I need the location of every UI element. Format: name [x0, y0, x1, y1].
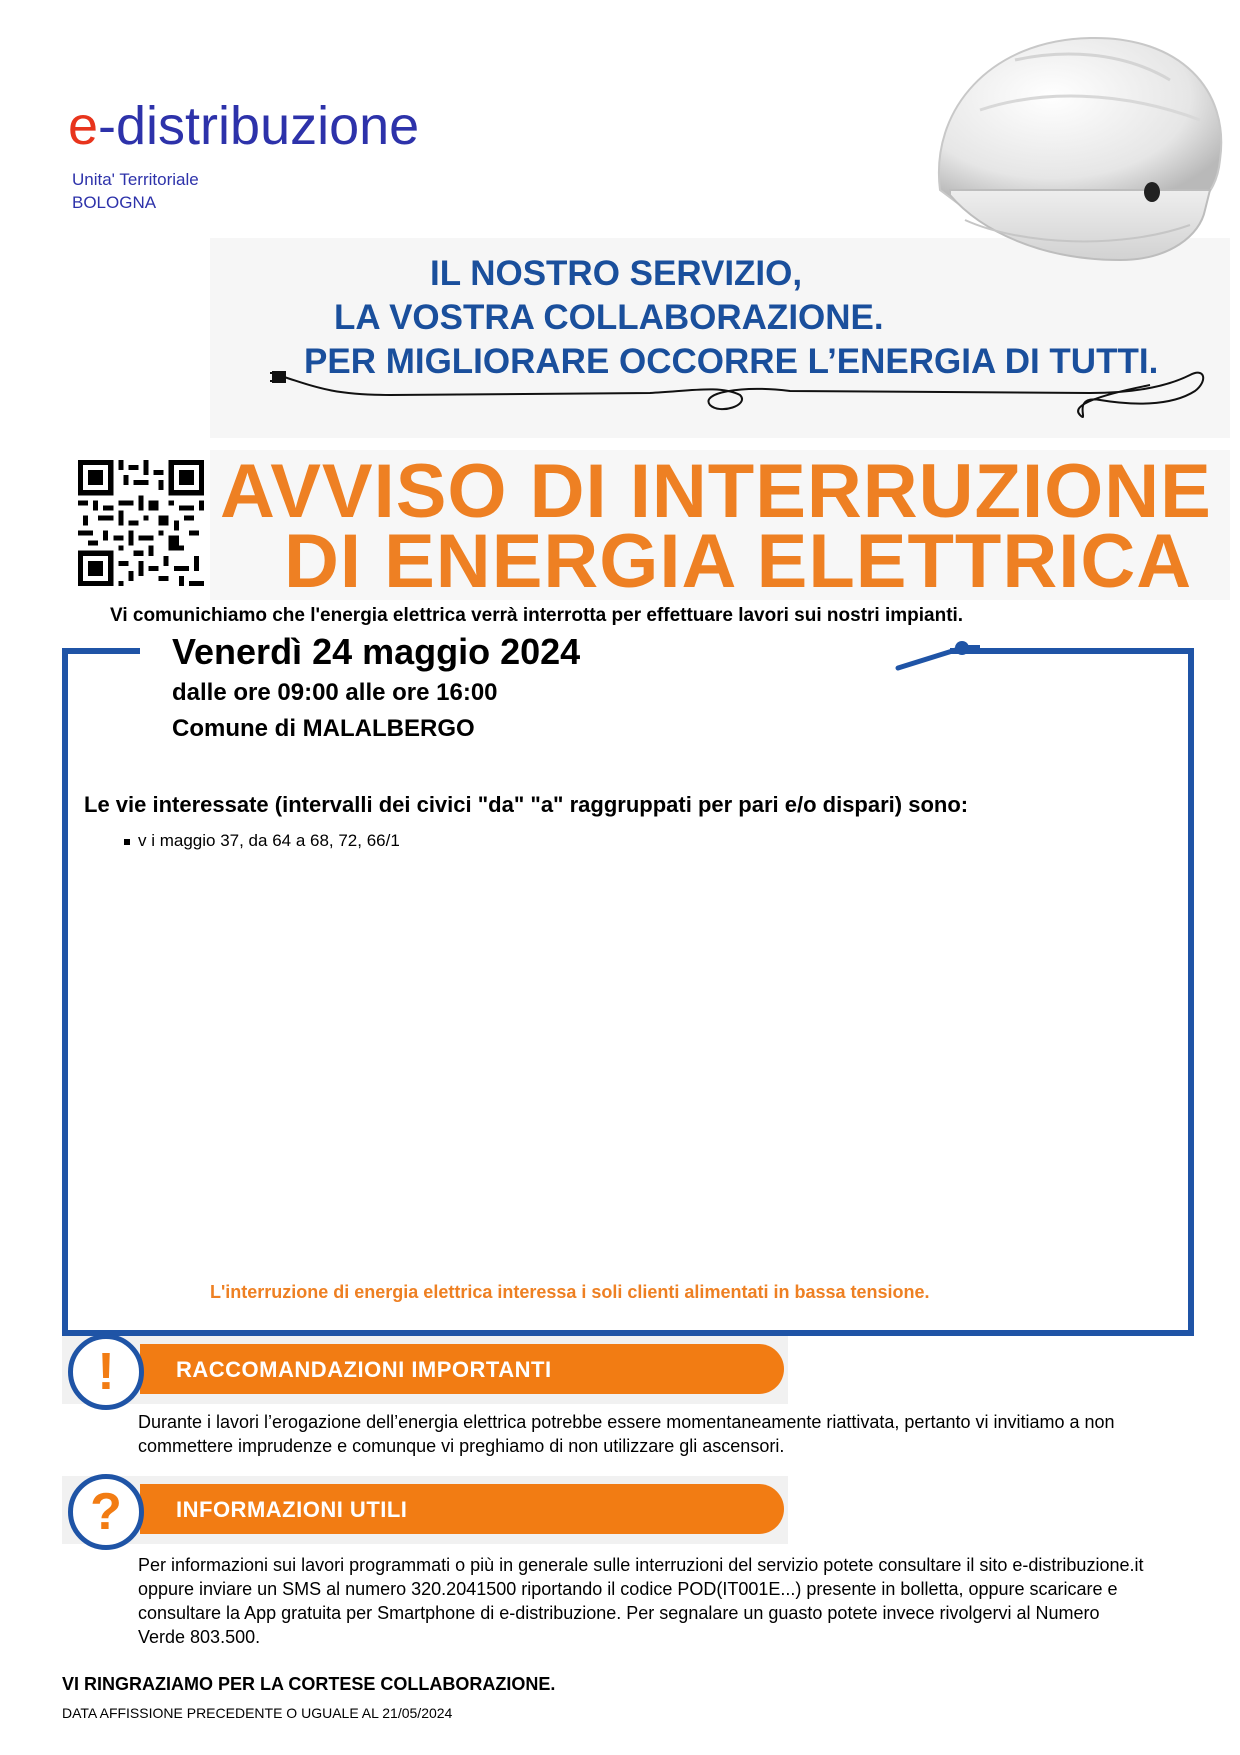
recommendations-text: Durante i lavori l’erogazione dell’energia elettrica potrebbe essere momentaneamente riattivata, pertanto vi invitiamo a non commettere imprudenze e comunque vi preghiamo di non utilizzare gli ascensori.	[138, 1412, 1115, 1456]
territorial-unit	[72, 168, 199, 214]
helmet-image	[920, 20, 1240, 320]
outage-details-box	[62, 648, 1194, 1336]
info-heading: INFORMAZIONI UTILI	[176, 1497, 408, 1522]
exclamation-icon: !	[68, 1334, 144, 1410]
low-voltage-note: L'interruzione di energia elettrica interessa i soli clienti alimentati in bassa tensione.	[210, 1282, 930, 1302]
clock-hand-icon	[880, 628, 980, 678]
notice-title-line-1: AVVISO DI INTERRUZIONE	[220, 449, 1212, 534]
street-text: v i maggio 37, da 64 a 68, 72, 66/1	[138, 831, 400, 850]
outage-municipality: Comune di MALALBERGO	[172, 715, 475, 742]
slogan-line-1: IL NOSTRO SERVIZIO,	[430, 254, 803, 293]
streets-heading: Le vie interessate (intervalli dei civici "da" "a" raggruppati per pari e/o dispari) sono:	[84, 792, 969, 817]
slogan-line-3: PER MIGLIORARE OCCORRE L’ENERGIA DI TUTTI.	[304, 342, 1159, 381]
logo-e: e	[68, 96, 99, 156]
brand-logo	[68, 96, 419, 156]
outage-hours: dalle ore 09:00 alle ore 16:00	[172, 679, 498, 706]
qr-code	[78, 460, 204, 586]
intro-text: Vi comunichiamo che l'energia elettrica verrà interrotta per effettuare lavori sui nostri impianti.	[110, 605, 964, 626]
recommendations-heading: RACCOMANDAZIONI IMPORTANTI	[176, 1357, 552, 1382]
question-mark-icon: ?	[68, 1474, 144, 1550]
street-list-item	[124, 830, 400, 852]
unit-city: BOLOGNA	[72, 193, 157, 212]
posting-date: DATA AFFISSIONE PRECEDENTE O UGUALE AL 21/05/2024	[62, 1705, 453, 1721]
cable-plug-icon	[270, 355, 1210, 435]
unit-label: Unita' Territoriale	[72, 170, 199, 189]
logo-text: -distribuzione	[98, 96, 420, 156]
notice-title-line-2: DI ENERGIA ELETTRICA	[284, 519, 1193, 604]
thanks-text: VI RINGRAZIAMO PER LA CORTESE COLLABORAZIONE.	[62, 1674, 556, 1694]
info-text: Per informazioni sui lavori programmati o più in generale sulle interruzioni del servizio potete consultare il sito e-distribuzione.it oppure inviare un SMS al numero 320.2041500 riportando il codice POD(IT001E...) presente in bolletta, oppure scaricare e consultare la App gratuita per Smartphone di e-distribuzione. Per segnalare un guasto potete invece rivolgervi al Numero Verde 803.500.	[138, 1555, 1144, 1647]
slogan-line-2: LA VOSTRA COLLABORAZIONE.	[334, 298, 884, 337]
bullet-icon	[124, 839, 130, 845]
outage-date: Venerdì 24 maggio 2024	[172, 631, 581, 672]
